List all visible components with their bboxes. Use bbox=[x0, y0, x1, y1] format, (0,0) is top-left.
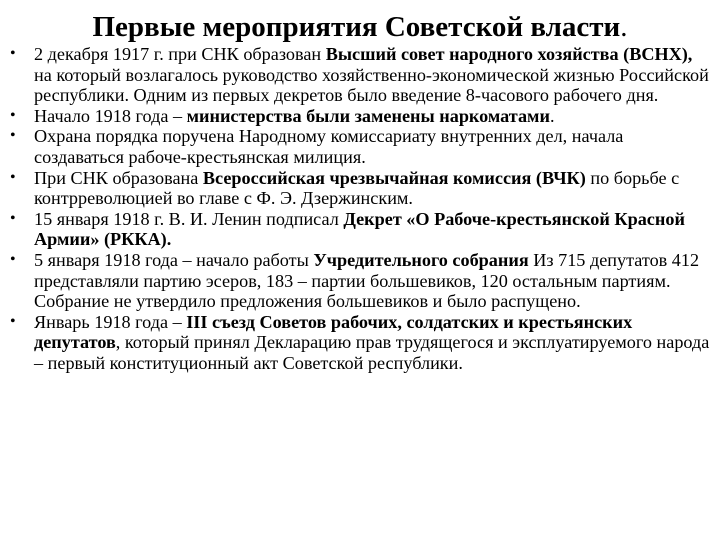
bullet-text: на который возлагалось руководство хозяйственно-экономической жизнью Российской республики. Одним из первых декретов было введение 8-часового рабочего дня. bbox=[34, 64, 709, 106]
bullet-item-militia bbox=[8, 126, 710, 167]
bullet-item-constituent-assembly bbox=[8, 250, 710, 312]
bullet-list bbox=[8, 44, 710, 374]
bullet-text: . bbox=[549, 105, 555, 126]
slide-title-text: Первые мероприятия Советской власти bbox=[92, 11, 621, 43]
bullet-text: Охрана порядка поручена Народному комиссариату внутренних дел, начала создаваться рабоче-крестьянская милиция. bbox=[34, 126, 624, 167]
bullet-icon: • bbox=[10, 168, 16, 186]
bullet-bold-text: Всероссийская чрезвычайная комиссия (ВЧК) bbox=[202, 167, 586, 188]
bullet-icon: • bbox=[10, 127, 16, 145]
bullet-bold-text: Декрет «О Рабоче-крестьянской Красной Армии» (РККА). bbox=[34, 208, 685, 250]
bullet-text: При СНК образована bbox=[34, 167, 203, 188]
bullet-text: 5 января 1918 года – начало работы bbox=[34, 249, 314, 270]
bullet-text: Из 715 депутатов 412 представляли партию эсеров, 183 – партии большевиков, 120 остальным партиям. Собрание не утвердило предложения большевиков и было распущено. bbox=[34, 249, 700, 312]
bullet-item-rkka bbox=[8, 209, 710, 250]
bullet-text: , который принял Декларацию прав трудящегося и эксплуатируемого народа – первый конституционный акт Советской республики. bbox=[34, 332, 710, 373]
bullet-text: по борьбе с контрреволюцией во главе с Ф. Э. Дзержинским. bbox=[34, 167, 680, 209]
bullet-item-third-congress bbox=[8, 312, 710, 374]
bullet-icon: • bbox=[10, 209, 16, 227]
bullet-bold-text: III съезд Советов рабочих, солдатских и крестьянских депутатов bbox=[34, 311, 633, 353]
bullet-text: 15 января 1918 г. В. И. Ленин подписал bbox=[34, 208, 344, 229]
bullet-icon: • bbox=[10, 250, 16, 268]
bullet-bold-text: Высший совет народного хозяйства (ВСНХ), bbox=[325, 44, 693, 64]
slide-title bbox=[0, 10, 720, 44]
bullet-text: Январь 1918 года – bbox=[34, 311, 187, 332]
bullet-icon: • bbox=[10, 312, 16, 330]
bullet-bold-text: Учредительного собрания bbox=[313, 249, 529, 270]
bullet-text: Начало 1918 года – bbox=[34, 105, 187, 126]
bullet-text: 2 декабря 1917 г. при СНК образован bbox=[34, 44, 326, 64]
bullet-bold-text: министерства были заменены наркоматами bbox=[186, 105, 550, 126]
bullet-item-vsnh bbox=[8, 44, 710, 106]
bullet-item-vchk bbox=[8, 168, 710, 209]
bullet-icon: • bbox=[10, 45, 16, 62]
bullet-icon: • bbox=[10, 106, 16, 124]
bullet-item-narkomats bbox=[8, 106, 710, 127]
slide-title-period: . bbox=[620, 11, 628, 43]
